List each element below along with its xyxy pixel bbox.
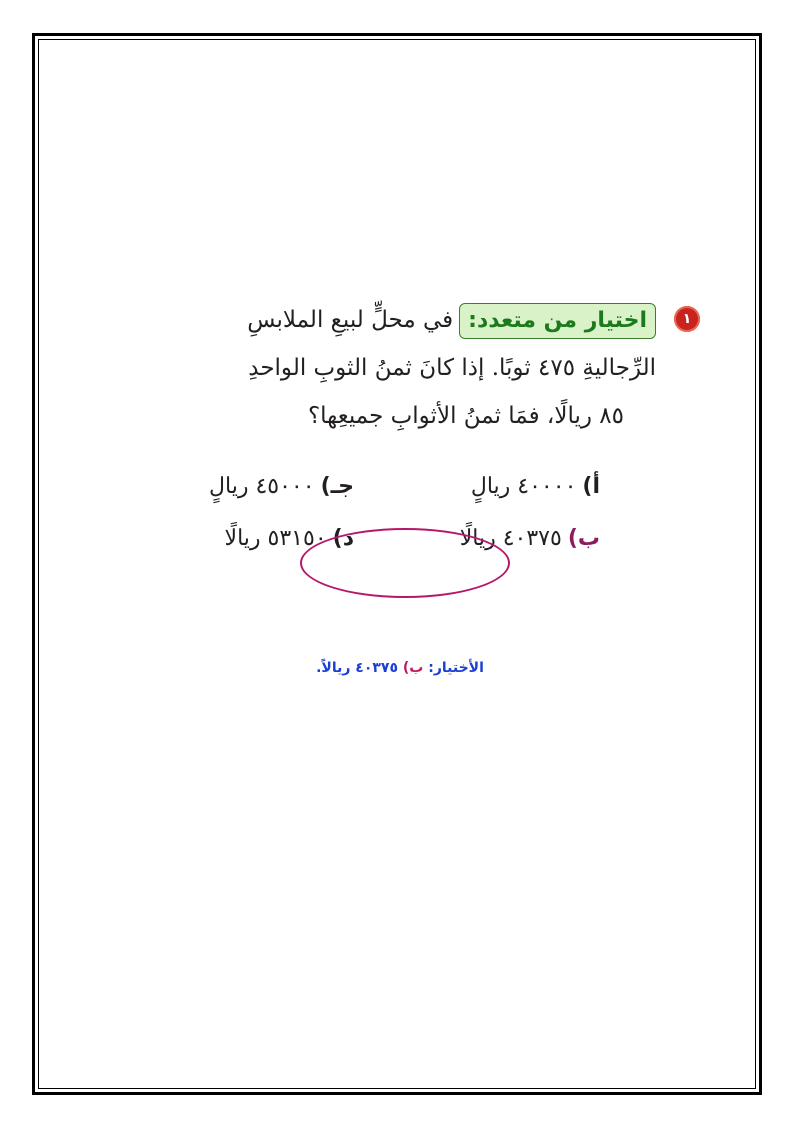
question-line-3: ٨٥ ريالًا، فمَا ثمنُ الأثوابِ جميعِها؟ <box>307 403 624 429</box>
option-a-text: ٤٠٠٠٠ ريالٍ <box>470 474 577 499</box>
option-a <box>471 470 600 504</box>
option-d-label: د) <box>332 526 354 551</box>
question-line-1 <box>247 302 656 339</box>
option-d-text: ٥٣١٥٠ ريالًا <box>224 526 327 551</box>
option-c-label: جـ) <box>320 474 354 499</box>
multiple-choice-tag: اختيار من متعدد: <box>459 303 656 339</box>
question-line-1-text: في محلٍّ لبيعِ الملابسِ <box>247 307 454 333</box>
option-b-label: ب) <box>567 526 600 551</box>
option-c-text: ٤٥٠٠٠ ريالٍ <box>209 474 315 499</box>
answer-prefix: الأختيار: <box>428 660 484 676</box>
question-number-badge <box>674 306 700 332</box>
question-line-2: الرِّجاليةِ ٤٧٥ ثوبًا. إذا كانَ ثمنُ الثوبِ الواحدِ <box>248 355 656 381</box>
option-b-text: ٤٠٣٧٥ ريالًا <box>459 526 562 551</box>
answer-line <box>220 660 580 676</box>
option-a-label: أ) <box>582 474 600 499</box>
correct-answer-circle <box>300 528 510 598</box>
option-c <box>209 470 354 504</box>
answer-choice: ب) <box>402 660 424 676</box>
question-number: ١ <box>682 311 692 327</box>
answer-value: ٤٠٣٧٥ ريالاً. <box>316 660 399 676</box>
